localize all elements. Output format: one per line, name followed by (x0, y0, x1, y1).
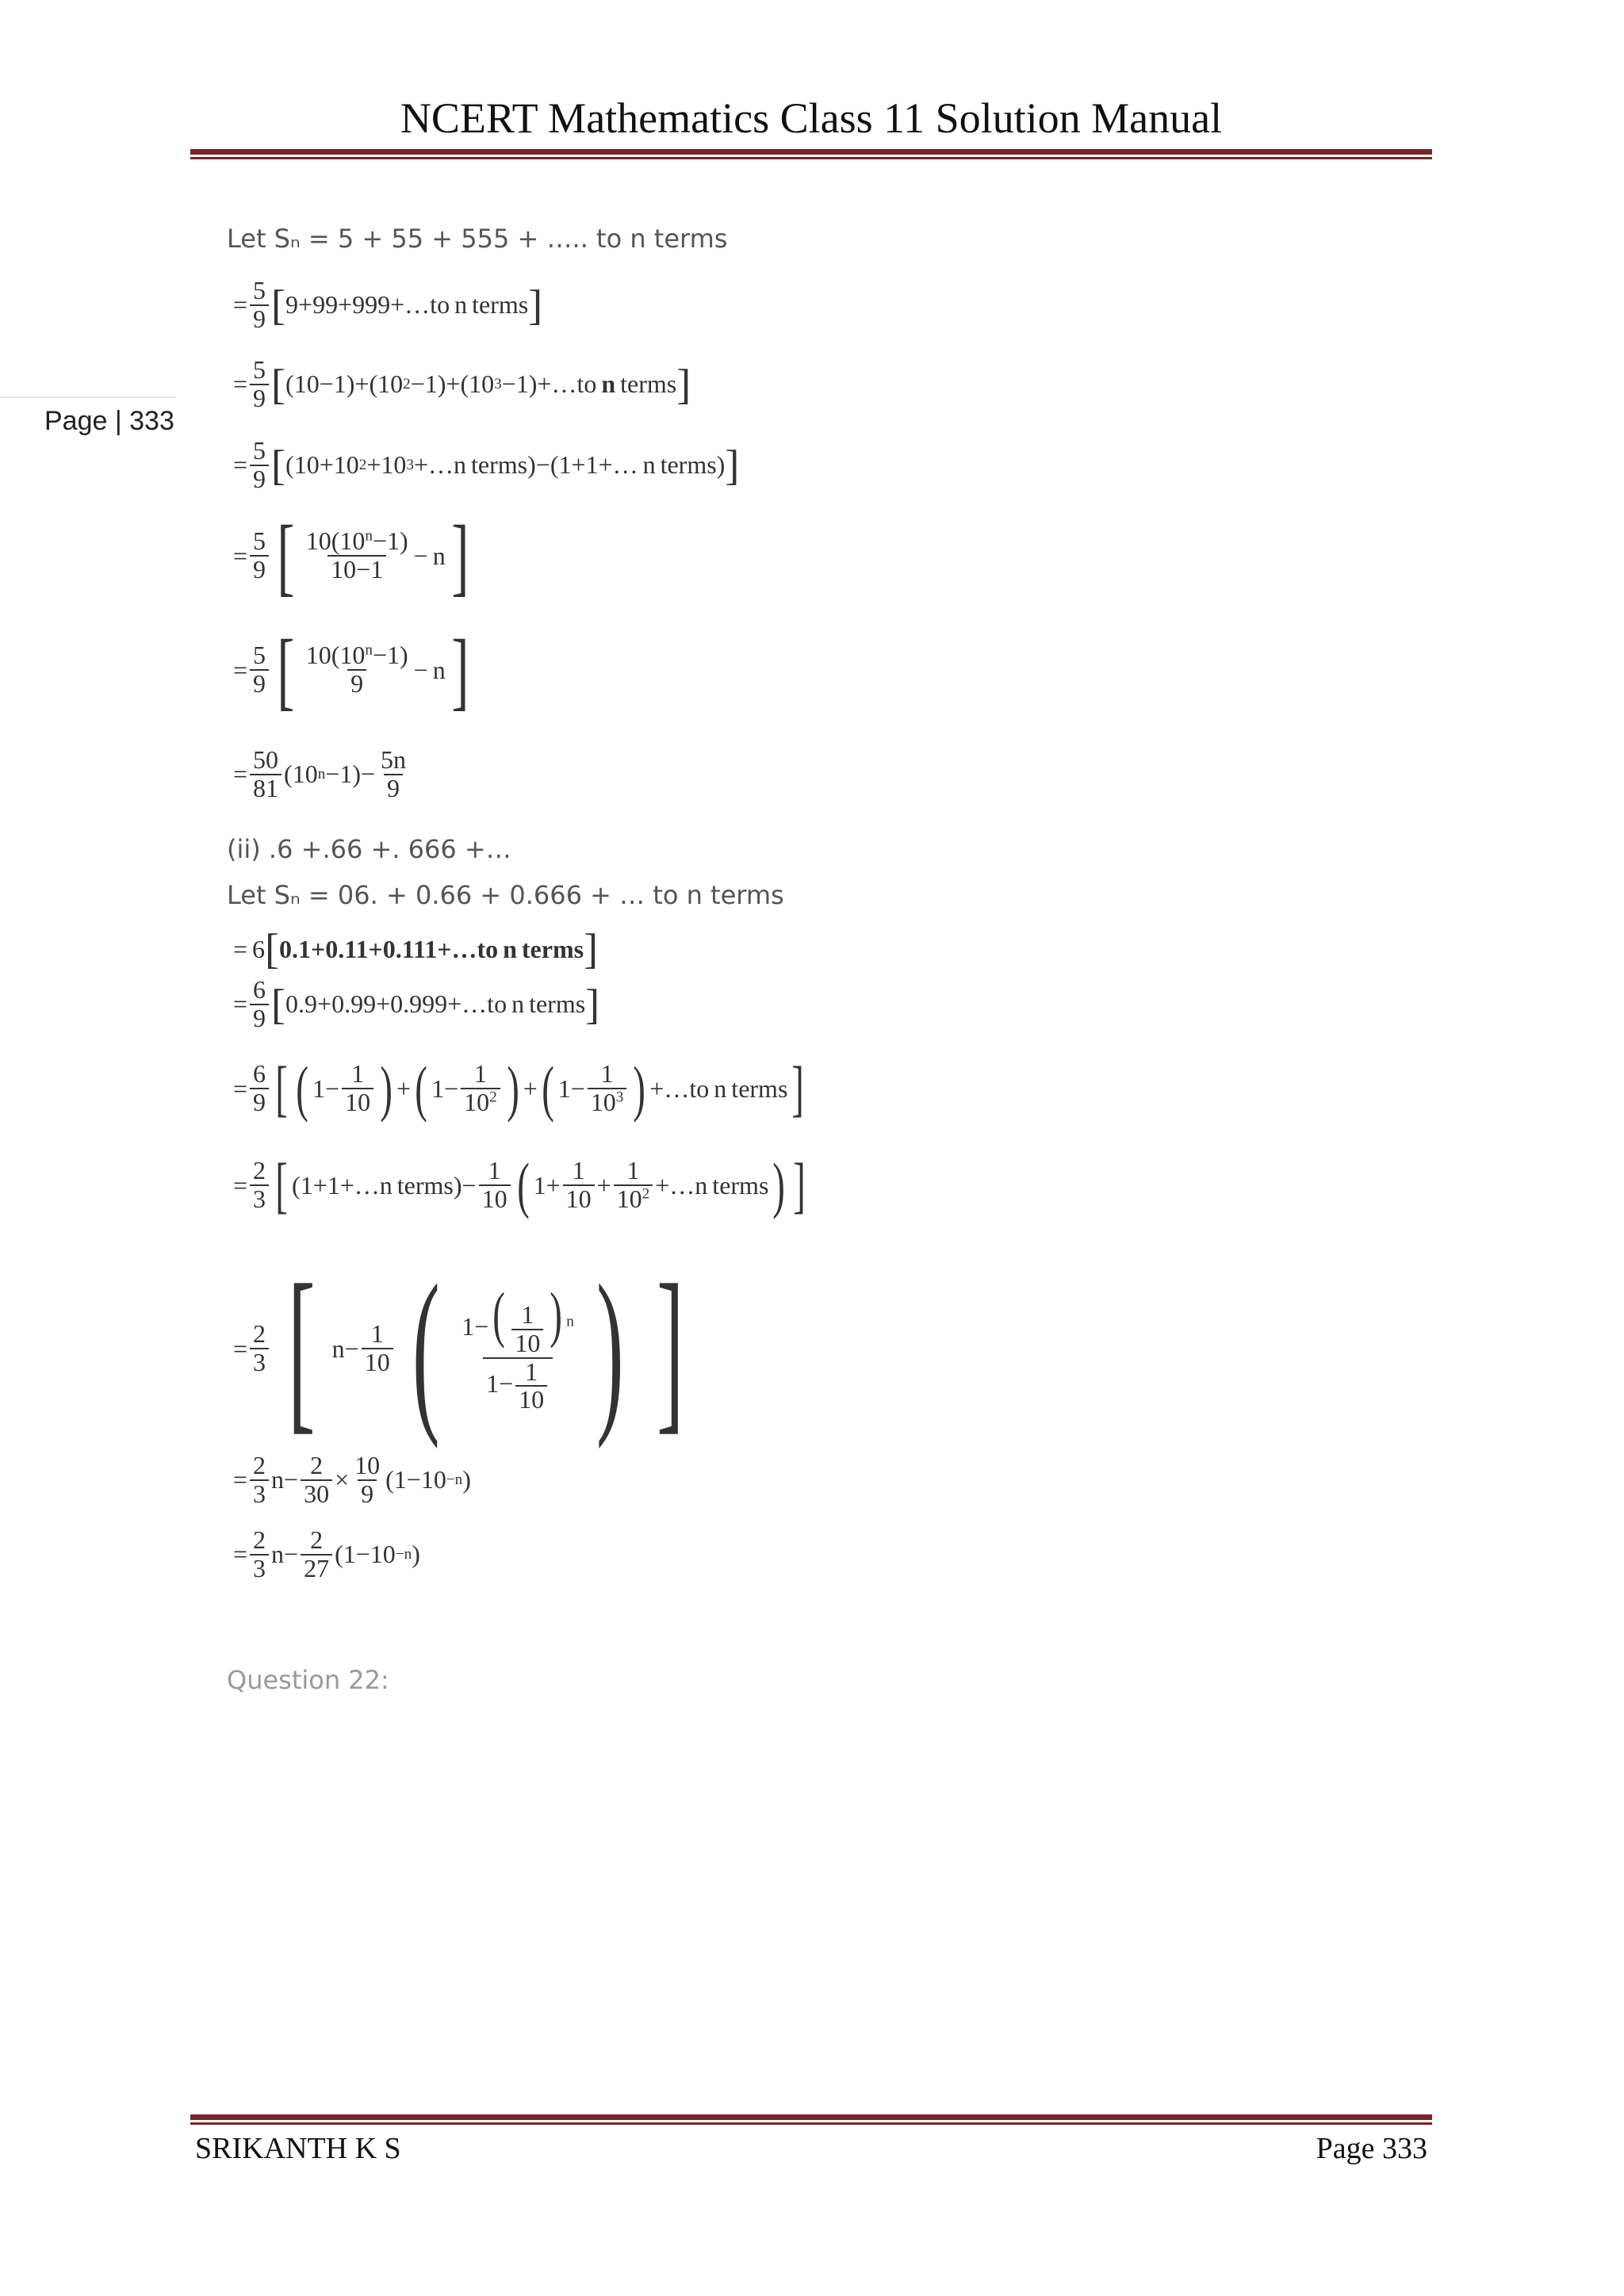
part-ii-step-7: = $\frac{2}{3}$ n− $\frac{2}{27}$ (1−10 −n ) (233, 1525, 420, 1582)
header-rule-thick (190, 149, 1432, 155)
part-i-step-3: = $\frac{5}{9}$ [ (10+10 2 +10 3 +…n terms)−(1+1+… n terms) ] (233, 436, 740, 493)
part-ii-step-3: = $\frac{6}{9}$ [ ( 1− $\frac{1}{10}$ ) + ( 1− $\frac{1}{10^2}$ ) + ( 1− $\frac{1}{10^3}$ ) +…to n terms ] (233, 1054, 805, 1123)
side-page-label: Page | 333 (44, 406, 174, 436)
page-header-title: NCERT Mathematics Class 11 Solution Manual (400, 94, 1223, 142)
part-i-step-2: = $\frac{5}{9}$ [ (10−1)+(10 2 −1)+(10 3 −1)+…to n terms ] (233, 355, 691, 412)
part-ii-step-6: = $\frac{2}{3}$ n− $\frac{2}{30}$ × $\frac{10}{9}$ (1−10 −n ) (233, 1451, 471, 1508)
part-ii-step-1: = 6 [ 0.1+0.11+0.111+…to n terms ] (233, 925, 599, 973)
part-i-intro: Let Sₙ = 5 + 55 + 555 + ….. to n terms (227, 224, 728, 254)
footer-rule-thick (190, 2114, 1432, 2120)
part-ii-step-4: = $\frac{2}{3}$ [ (1+1+…n terms)− $\frac{1}{10}$ ( 1+ $\frac{1}{10}$ + $\frac{1}{10^2}$ +…n terms ) ] (233, 1150, 806, 1219)
footer-page-number: Page 333 (1316, 2132, 1427, 2165)
part-ii-step-2: = $\frac{6}{9}$ [ 0.9+0.99+0.999+…to n terms ] (233, 975, 600, 1032)
part-i-step-1: = $\frac{5}{9}$ [ 9+99+999+…to n terms ] (233, 276, 543, 333)
part-ii-step-5: = $\frac{2}{3}$ [ n− $\frac{1}{10}$ ( 1−( $\frac{1}{10}$ ) $^n$ 1− $\frac{1}{10}$ ) ] (233, 1247, 685, 1449)
part-ii-intro: Let Sₙ = 06. + 0.66 + 0.666 + … to n terms (227, 880, 784, 910)
footer-author: SRIKANTH K S (195, 2132, 401, 2165)
part-i-step-4: = $\frac{5}{9}$ [ $\frac{10(10^n-1)}{10-1}$ − n ] (233, 507, 469, 604)
header-rule-thin (190, 157, 1432, 159)
part-i-step-5: = $\frac{5}{9}$ [ $\frac{10(10^n-1)}{9}$ − n ] (233, 622, 469, 718)
side-divider (0, 396, 176, 398)
footer-rule-thin (190, 2122, 1432, 2125)
part-ii-heading: (ii) .6 +.66 +. 666 +… (227, 834, 511, 864)
part-i-step-6: = $\frac{50}{81}$ (10 n −1)− $\frac{5n}{9}$ (233, 745, 407, 802)
next-question-label: Question 22: (227, 1665, 389, 1695)
